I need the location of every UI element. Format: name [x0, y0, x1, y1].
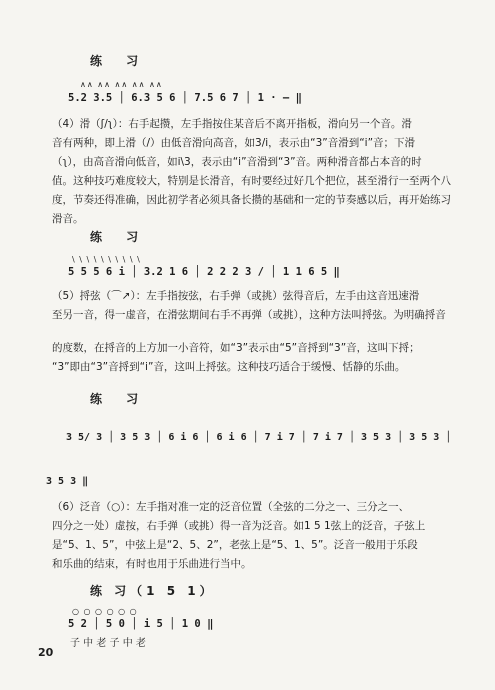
- paragraph-5-strum: [52, 287, 462, 377]
- paragraph-4-slide: [52, 115, 462, 229]
- paragraph-line: （6）泛音（○）：左手指对准一定的泛音位置（全弦的二分之一、三分之一、: [52, 501, 410, 513]
- paragraph-line: 四分之一处）虚按，右手弹（或挑）得一音为泛音。如1 5 1弦上的泛音，子弦上: [52, 520, 426, 532]
- paragraph-line: （ʅ），由高音滑向低音，如i\3，表示由“i”音滑到“3”音。两种滑音都占本音的时: [52, 156, 422, 168]
- exercise-4-notation: 5 2 │ 5 0 │ i 5 │ 1 0 ‖: [68, 618, 214, 630]
- paragraph-line: 度，节奏还得准确，因此初学者必须具备长攒的基础和一定的节奏感以后，再开始练习: [52, 194, 451, 206]
- exercise-2-slide-marks: \ \ \ \ \ \ \ \ \ \: [72, 255, 141, 264]
- exercise-3-notation-row-1: 3 5/ 3 │ 3 5 3 │ 6 i 6 │ 6 i 6 │ 7 i 7 │ 7 i 7 │ 3 5 3 │ 3 5 3 │: [66, 432, 452, 443]
- practice-heading-1: 练 习: [90, 54, 149, 68]
- exercise-2-notation: 5 5 5 6 i │ 3.2 1 6 │ 2 2 2 3 / │ 1 1 6 5 ‖: [68, 266, 340, 278]
- paragraph-6-harmonic: [52, 498, 462, 574]
- practice-heading-3: 练 习: [90, 392, 149, 406]
- practice-heading-2: 练 习: [90, 230, 149, 244]
- paragraph-line: 音有两种，即上滑（/）由低音滑向高音，如3/i，表示由“3”音滑到“i”音；下滑: [52, 137, 416, 149]
- exercise-1-notation: 5.2 3.5 │ 6.3 5 6 │ 7.5 6 7 │ 1 · — ‖: [68, 92, 302, 104]
- exercise-3-notation-row-2: 3 5 3 ‖: [46, 476, 89, 487]
- exercise-4-harmonic-marks: ○ ○ ○ ○ ○ ○: [72, 607, 138, 616]
- paragraph-line: 是“5、1、5”，中弦上是“2、5、2”，老弦上是“5、1、5”。泛音一般用于乐段: [52, 539, 418, 551]
- practice-heading-4: 练 习（1 5 1）: [90, 584, 216, 598]
- paragraph-line: 的度数，在捋音的上方加一小音符，如“3”表示由“5”音捋到“3”音，这叫下捋；: [52, 342, 420, 354]
- exercise-4-string-labels: 子 中 老 子 中 老: [70, 638, 146, 649]
- exercise-1-slide-marks: ∧∧ ∧∧ ∧∧ ∧∧ ∧∧: [80, 80, 163, 89]
- paragraph-line: 值。这种技巧难度较大，特别是长滑音，有时要经过好几个把位，甚至滑行一至两个八: [52, 175, 451, 187]
- paragraph-line: （4）滑（ʃ/ʅ）：右手起攒，左手指按住某音后不离开指板，滑向另一个音。滑: [52, 118, 412, 130]
- paragraph-line: “3”即由“3”音捋到“i”音，这叫上捋弦。这种技巧适合于缓慢、恬静的乐曲。: [52, 361, 406, 373]
- paragraph-line: 和乐曲的结束，有时也用于乐曲进行当中。: [52, 558, 252, 570]
- paragraph-line: 滑音。: [52, 213, 84, 225]
- paragraph-line: 至另一音，得一虚音，在滑弦期间右手不再弹（或挑），这种方法叫捋弦。为明确捋音: [52, 309, 446, 321]
- paragraph-line: （5）捋弦（⌒↗）：左手指按弦，右手弹（或挑）弦得音后，左手由这音迅速滑: [52, 290, 420, 302]
- page-number: 20: [38, 646, 54, 659]
